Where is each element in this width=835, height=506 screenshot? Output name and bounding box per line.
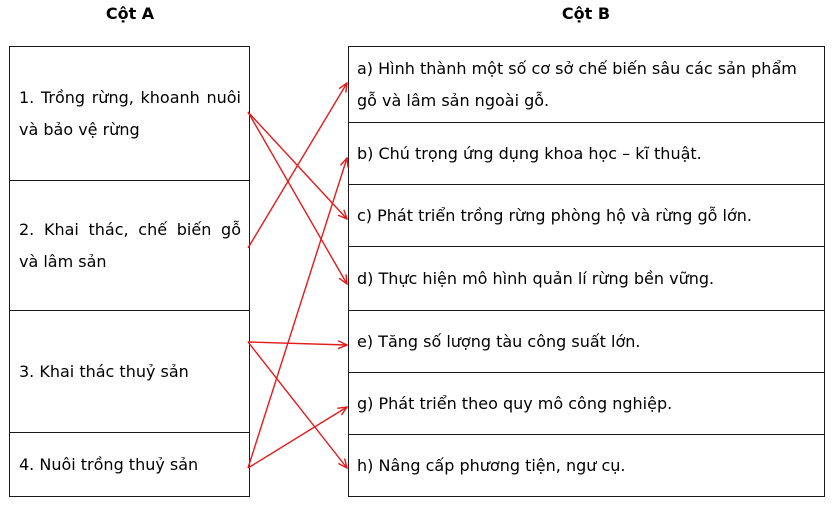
arrow-1-to-c <box>248 112 347 219</box>
column-b-item-g-text: g) Phát triển theo quy mô công nghiệp. <box>357 393 673 413</box>
column-b-header: Cột B <box>561 4 611 23</box>
column-a-table <box>9 46 250 497</box>
column-a-item-4-text: 4. Nuôi trồng thuỷ sản <box>19 454 199 474</box>
column-b-item-a <box>349 47 824 122</box>
column-a-item-1-text: 1. Trồng rừng, khoanh nuôi và bảo vệ rừng <box>19 87 241 139</box>
column-b-item-d <box>349 246 824 310</box>
column-b-item-d-text: d) Thực hiện mô hình quản lí rừng bền vững. <box>357 268 715 288</box>
arrow-3-to-e <box>248 342 347 345</box>
column-a-item-3 <box>10 310 249 432</box>
column-b-item-h <box>349 434 824 496</box>
column-b-item-g <box>349 372 824 434</box>
arrow-4-to-g <box>248 407 347 468</box>
column-a-item-4 <box>10 432 249 496</box>
column-b-item-b <box>349 122 824 184</box>
column-a-header: Cột A <box>105 4 155 23</box>
arrow-1-to-d <box>248 112 347 284</box>
column-a-item-2-text: 2. Khai thác, chế biến gỗ và lâm sản <box>19 219 241 271</box>
column-b-item-e-text: e) Tăng số lượng tàu công suất lớn. <box>357 331 641 351</box>
column-b-item-a-text: a) Hình thành một số cơ sở chế biến sâu các sản phẩm gỗ và lâm sản ngoài gỗ. <box>357 58 797 110</box>
arrow-3-to-h <box>248 342 347 468</box>
column-b-table <box>348 46 825 497</box>
arrow-2-to-a <box>248 83 347 248</box>
column-a-item-3-text: 3. Khai thác thuỷ sản <box>19 361 189 381</box>
column-b-item-h-text: h) Nâng cấp phương tiện, ngư cụ. <box>357 455 626 475</box>
arrow-4-to-b <box>248 158 347 468</box>
column-b-item-c <box>349 184 824 246</box>
column-b-item-b-text: b) Chú trọng ứng dụng khoa học – kĩ thuật. <box>357 143 702 163</box>
column-a-item-1 <box>10 47 249 180</box>
column-b-item-e <box>349 310 824 372</box>
column-a-item-2 <box>10 180 249 310</box>
column-b-item-c-text: c) Phát triển trồng rừng phòng hộ và rừng gỗ lớn. <box>357 205 753 225</box>
